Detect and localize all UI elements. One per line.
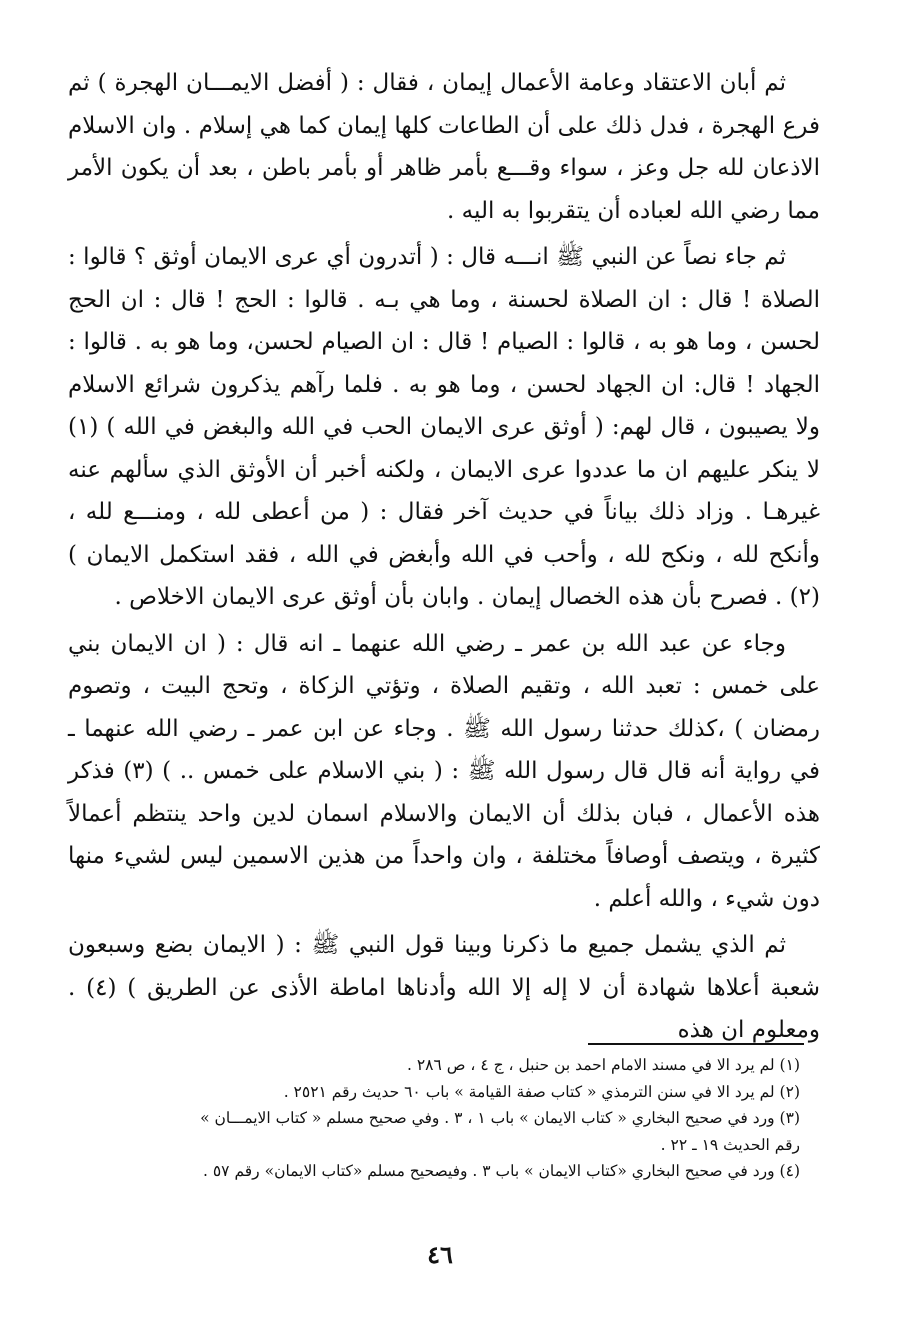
page-number: ٤٦ (427, 1240, 453, 1269)
footnotes (60, 1052, 800, 1185)
footnote: (٤) ورد في صحيح البخاري «كتاب الايمان » باب ٣ . وفيصحيح مسلم «كتاب الايمان» رقم ٥٧ . (203, 1162, 800, 1180)
paragraph: ثم جاء نصاً عن النبي ﷺ انـــه قال : ( أتدرون أي عرى الايمان أوثق ؟ قالوا : الصلاة ! قال : ان الصلاة لحسنة ، وما هي بـه . قالوا : الحج ! قال : ان الحج لحسن ، وما هو به ، قالوا : الصيام ! قال : ان الصيام لحسن، وما هو به . قالوا : الجهاد ! قال: ان الجهاد لحسن ، وما هو به . فلما رآهم يذكرون شرائع الاسلام ولا يصيبون ، قال لهم: ( أوثق عرى الايمان الحب في الله والبغض في الله ) (١) لا ينكر عليهم ان ما عددوا عرى الايمان ، ولكنه أخبر أن الأوثق الذي سألهم عنه غيرهـا . وزاد ذلك بياناً في حديث آخر فقال : ( من أعطى لله ، ومنـــع لله ، وأنكح لله ، ونكح لله ، وأحب في الله وأبغض في الله ، فقد استكمل الايمان ) (٢) . فصرح بأن هذه الخصال إيمان . وابان بأن أوثق عرى الايمان الاخلاص . (68, 244, 820, 610)
footnote-continuation: رقم الحديث ١٩ ـ ٢٢ . (660, 1135, 800, 1154)
footnote: (١) لم يرد الا في مسند الامام احمد بن حنبل ، ج ٤ ، ص ٢٨٦ . (406, 1056, 800, 1074)
paragraph: وجاء عن عبد الله بن عمر ـ رضي الله عنهما ـ انه قال : ( ان الايمان بني على خمس : تعبد الله ، وتقيم الصلاة ، وتؤتي الزكاة ، وتحج البيت ، وتصوم رمضان ) ،كذلك حدثنا رسول الله ﷺ . وجاء عن ابن عمر ـ رضي الله عنهما ـ في رواية أنه قال قال رسول الله ﷺ : ( بني الاسلام على خمس .. ) (٣) فذكر هذه الأعمال ، فبان بذلك أن الايمان والاسلام اسمان لدين واحد ينتظم أعمالاً كثيرة ، ويتصف أوصافاً مختلفة ، وان واحداً من هذين الاسمين ليس لشيء منها دون شيء ، والله أعلم . (68, 630, 820, 912)
paragraph: ثم أبان الاعتقاد وعامة الأعمال إيمان ، فقال : ( أفضل الايمـــان الهجرة ) ثم فرع الهجرة ، فدل ذلك على أن الطاعات كلها إيمان كما هي إسلام . وان الاسلام الاذعان لله جل وعز ، سواء وقـــع بأمر ظاهر أو بأمر باطن ، بعد أن يكون الأمر مما رضي الله لعباده أن يتقربوا به اليه . (68, 70, 820, 224)
footnote: (٢) لم يرد الا في سنن الترمذي « كتاب صفة القيامة » باب ٦٠ حديث رقم ٢٥٢١ . (283, 1082, 800, 1101)
main-text (68, 62, 820, 1056)
footnote: (٣) ورد في صحيح البخاري « كتاب الايمان » باب ١ ، ٣ . وفي صحيح مسلم « كتاب الايمـــان » (200, 1109, 800, 1127)
paragraph: ثم الذي يشمل جميع ما ذكرنا وبينا قول النبي ﷺ : ( الايمان بضع وسبعون شعبة أعلاها شهادة أن لا إله إلا الله وأدناها اماطة الأذى عن الطريق ) (٤) . ومعلوم ان هذه (68, 932, 820, 1043)
footnote-separator (588, 1043, 804, 1045)
